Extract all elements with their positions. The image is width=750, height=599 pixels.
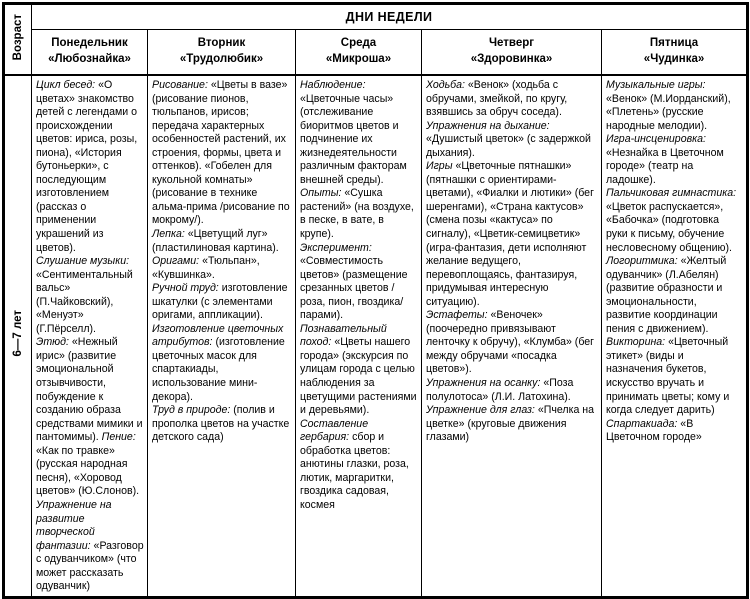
activities-cell-3: Наблюдение: «Цветочные часы» (отслеживание биоритмов цветов и подчинение их жизнедеятельности различным факторам внешней среды). Опыты: «Сушка растений» (на воздухе, в песке, в вате, в крупе). Эксперимент: «Совместимость цветов» (размещение срезанных цветов /роза, пион, гвоздика/ парами). Познавательный поход: «Цветы нашего города» (экскурсия по улицам города с целью наблюдения за цветущими растениями и деревьями). Составление гербария: сбор и обработка цветов: анютины глазки, роза, лютик, маргаритки, гвоздика садовая, космея bbox=[296, 75, 422, 597]
day-theme: «Трудолюбик» bbox=[179, 53, 264, 65]
activity-label: Слушание музыки: bbox=[36, 255, 130, 268]
activity-label: Рисование: bbox=[152, 79, 208, 91]
activity-label: Составление гербария: bbox=[300, 417, 369, 444]
age-value-cell bbox=[4, 75, 32, 597]
activity-label: Цикл бесед: bbox=[36, 79, 96, 91]
header-row-days bbox=[4, 4, 748, 30]
day-theme: «Микроша» bbox=[325, 53, 392, 65]
day-name: Пятница bbox=[649, 37, 699, 50]
day-name: Вторник bbox=[197, 37, 246, 50]
weekly-schedule-table bbox=[2, 2, 749, 599]
day-name: Четверг bbox=[488, 37, 535, 50]
day-header-3 bbox=[296, 30, 422, 76]
page bbox=[2, 2, 746, 593]
age-value-label: 6—7 лет bbox=[12, 310, 24, 357]
activity-label: Труд в природе: bbox=[152, 404, 231, 417]
day-header-4 bbox=[422, 30, 602, 76]
activity-label: Лепка: bbox=[152, 228, 185, 241]
activity-label: Ходьба: bbox=[426, 79, 465, 91]
activity-label: Опыты: bbox=[300, 187, 342, 200]
activity-label: Музыкальные игры: bbox=[606, 79, 706, 91]
activities-cell-1: Цикл бесед: «О цветах» знакомство детей с легендами о происхождении цветов: ириса, розы, пиона), «История бутоньерки», с последующим изготовлением (рассказ о применении украшений из цветов). Слушание музыки: «Сентиментальный вальс» (П.Чайковский), «Менуэт» (Г.Пёрселл). Этюд: «Нежный ирис» (развитие эмоциональной отзывчивости, побуждение к созданию образа средствами мимики и пантомимы). Пение: «Как по травке» (русская народная песня), «Хоровод цветов» (Ю.Слонов). Упражнение на развитие творческой фантазии: «Разговор с одуванчиком» (что может рассказать одуванчик) bbox=[32, 75, 148, 597]
activities-row bbox=[4, 75, 748, 597]
day-header-5 bbox=[602, 30, 748, 76]
activity-label: Пальчиковая гимнастика: bbox=[606, 187, 737, 200]
activities-cell-5: Музыкальные игры: «Венок» (М.Иорданский), «Плетень» (русские народные мелодии). Игра-инсценировка: «Незнайка в Цветочном городе» (театр на ладошке). Пальчиковая гимнастика: «Цветок распускается», «Бабочка» (подготовка руки к письму, обучение несловесному общению). Логоритмика: «Желтый одуванчик» (Л.Абелян) (развитие образности и эмоциональности, развитие координации пения с движением). Викторина: «Цветочный этикет» (виды и назначения букетов, искусство вручать и принимать цветы; кому и когда следует дарить) Спартакиада: «В Цветочном городе» bbox=[602, 75, 748, 597]
activity-label: Наблюдение: bbox=[300, 79, 366, 91]
days-of-week-header: ДНИ НЕДЕЛИ bbox=[32, 4, 748, 30]
activity-label: Игры bbox=[426, 160, 453, 173]
activity-label: Пение: bbox=[101, 431, 136, 444]
activity-label: Ручной труд: bbox=[152, 282, 219, 295]
activity-label: Изготовление цветочных атрибутов: bbox=[152, 322, 284, 349]
age-column-header bbox=[4, 4, 32, 76]
activity-label: Упражнение на развитие творческой фантазии: bbox=[36, 498, 112, 552]
age-column-header-label: Возраст bbox=[12, 13, 24, 61]
header-row-day-names bbox=[4, 30, 748, 76]
day-name: Понедельник bbox=[51, 37, 128, 50]
activity-label: Эксперимент: bbox=[300, 241, 372, 254]
activity-label: Эстафеты: bbox=[426, 309, 488, 322]
activities-cell-2: Рисование: «Цветы в вазе» (рисование пионов, тюльпанов, ирисов; передача характерных особенностей растений, их строения, формы, цвета и оттенков). «Гобелен для кукольной комнаты» (рисование в технике альма-прима /рисование по мокрому/). Лепка: «Цветущий луг» (пластилиновая картина). Оригами: «Тюльпан», «Кувшинка». Ручной труд: изготовление шкатулки (с элементами оригами, аппликации). Изготовление цветочных атрибутов: (изготовление цветочных масок для спартакиады, использование мини-декора). Труд в природе: (полив и прополка цветов на участке детского сада) bbox=[148, 75, 296, 597]
day-theme: «Чудинка» bbox=[643, 53, 705, 65]
activity-label: Упражнения на осанку: bbox=[426, 377, 541, 390]
activity-label: Познавательный поход: bbox=[300, 322, 387, 349]
day-theme: «Любознайка» bbox=[48, 53, 131, 65]
day-name: Среда bbox=[340, 37, 377, 50]
activity-label: Логоритмика: bbox=[606, 255, 678, 268]
activity-label: Упражнение для глаз: bbox=[426, 404, 535, 417]
day-header-2 bbox=[148, 30, 296, 76]
activity-label: Этюд: bbox=[36, 336, 69, 349]
activity-label: Упражнения на дыхание: bbox=[426, 119, 550, 132]
activity-label: Викторина: bbox=[606, 336, 666, 349]
activities-cell-4: Ходьба: «Венок» (ходьба с обручами, змейкой, по кругу, взявшись за обруч соседа). Упражнения на дыхание: «Душистый цветок» (с задержкой дыхания). Игры «Цветочные пятнашки» (пятнашки с ориентирами-цветами), «Фиалки и лютики» (бег шеренгами), «Страна кактусов» (смена позы «кактуса» по сигналу), «Цветик-семицветик» (игра-фантазия, дети исполняют желание ведущего, перевоплощаясь, фантазируя, придумывая интересную ситуацию). Эстафеты: «Веночек» (поочередно привязывают ленточку к обручу), «Клумба» (бег между обручами «посадка цветов»). Упражнения на осанку: «Поза полулотоса» (Л.И. Латохина). Упражнение для глаз: «Пчелка на цветке» (круговые движения глазами) bbox=[422, 75, 602, 597]
activity-label: Игра-инсценировка: bbox=[606, 133, 706, 146]
activity-label: Спартакиада: bbox=[606, 417, 678, 430]
activity-label: Оригами: bbox=[152, 255, 200, 268]
day-header-1 bbox=[32, 30, 148, 76]
day-theme: «Здоровинка» bbox=[470, 53, 553, 65]
